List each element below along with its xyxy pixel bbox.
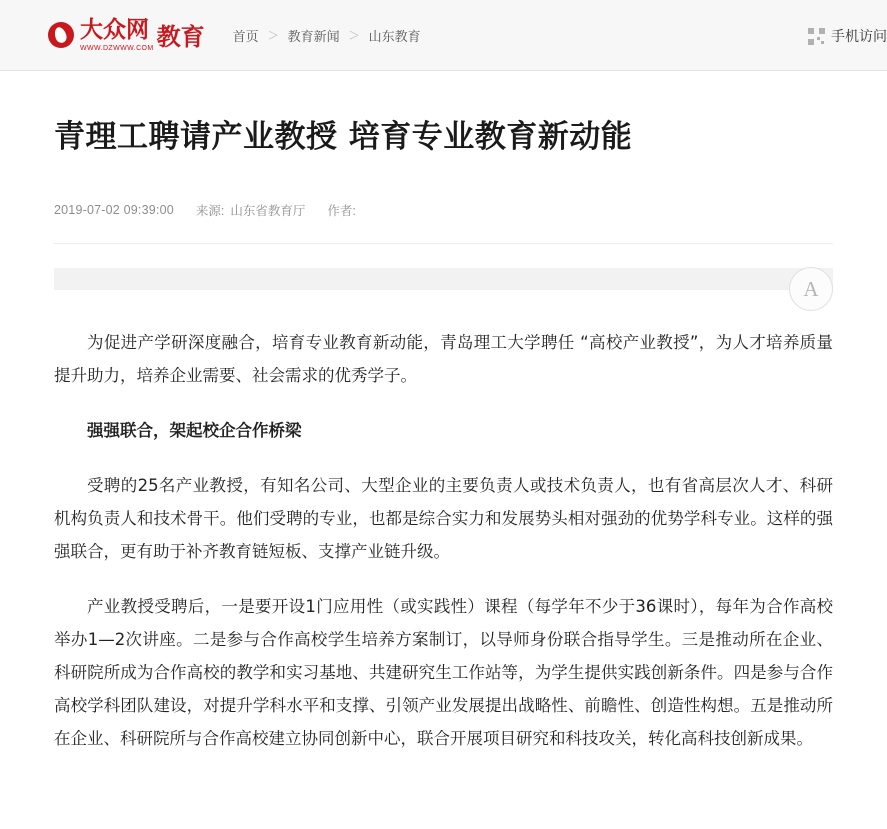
author-label: 作者: [327,203,356,218]
source-value: 山东省教育厅 [230,203,306,218]
mobile-access[interactable] [808,26,887,46]
article-subheading: 强强联合，架起校企合作桥梁 [87,420,302,440]
site-header [0,0,887,71]
mobile-access-label: 手机访问 [831,28,887,44]
article [54,71,833,755]
publish-datetime: 2019-07-02 09:39:00 [54,202,174,217]
breadcrumb [233,26,421,45]
breadcrumb-item-education-news[interactable]: 教育新闻 [287,28,340,44]
dzwww-flame-logo-icon [48,22,74,48]
breadcrumb-item-home[interactable]: 首页 [232,28,259,44]
font-size-label: A [803,276,819,301]
article-paragraph: 受聘的25名产业教授，有知名公司、大型企业的主要负责人或技术负责人，也有省高层次人才、科研机构负责人和技术骨干。他们受聘的专业，也都是综合实力和发展势头相对强劲的优势学科专业。这样的强强联合，更有助于补齐教育链短板、支撑产业链升级。 [54,475,833,561]
logo-brand-url: WWW.DZWWW.COM [80,44,154,52]
font-size-icon[interactable] [789,267,833,311]
page-title: 青理工聘请产业教授 培育专业教育新动能 [54,119,633,155]
breadcrumb-separator-icon: ＞ [348,30,360,42]
source-label: 来源: [195,203,225,218]
logo-section-label: 教育 [156,23,205,51]
breadcrumb-separator-icon: ＞ [267,30,279,42]
site-logo[interactable] [48,17,205,53]
article-paragraph: 产业教授受聘后，一是要开设1门应用性（或实践性）课程（每学年不少于36课时），每年为合作高校举办1—2次讲座。二是参与合作高校学生培养方案制订，以导师身份联合指导学生。三是推动所在企业、科研院所成为合作高校的教学和实习基地、共建研究生工作站等，为学生提供实践创新条件。四是参与合作高校学科团队建设，对提升学科水平和支撑、引领产业发展提出战略性、前瞻性、创造性构想。五是推动所在企业、科研院所与合作高校建立协同创新中心，联合开展项目研究和科技攻关，转化高科技创新成果。 [54,596,833,748]
logo-text [80,16,154,52]
meta-divider [54,243,833,244]
breadcrumb-item-shandong-education[interactable]: 山东教育 [368,28,421,44]
article-meta [54,201,833,219]
article-paragraph: 为促进产学研深度融合，培育专业教育新动能，青岛理工大学聘任 “高校产业教授”，为人才培养质量提升助力，培养企业需要、社会需求的优秀学子。 [54,332,833,385]
article-body [54,326,833,755]
qrcode-icon [808,28,825,45]
content-placeholder-band [54,268,833,290]
logo-brand-cn: 大众网 [80,16,149,43]
